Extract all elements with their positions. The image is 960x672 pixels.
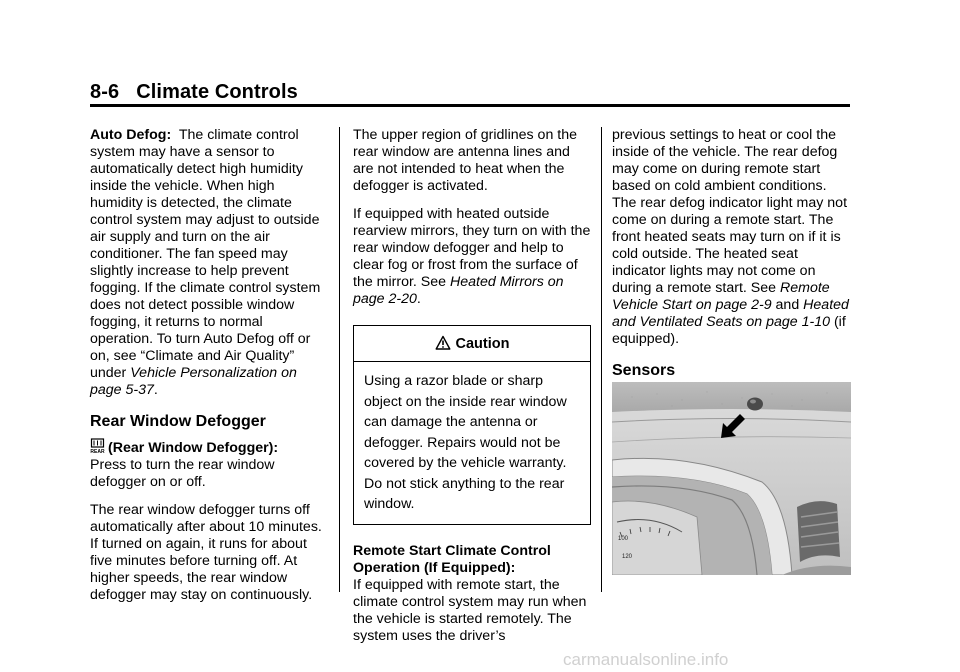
- gauge-label: 100: [618, 536, 629, 542]
- auto-defog-label: Auto Defog:: [90, 127, 172, 143]
- mirrors-paragraph: [353, 206, 591, 308]
- column-divider: [601, 127, 602, 592]
- caution-title: Caution: [455, 336, 510, 352]
- defog-press-text: Press to turn the rear window defogger on or off.: [90, 457, 275, 490]
- remote-start-text: If equipped with remote start, the climate control system may run when the vehicle is started remotely. The system uses the driver’s: [353, 576, 587, 644]
- auto-defog-paragraph: [90, 127, 325, 399]
- column-divider: [339, 127, 340, 592]
- remote-start-continued-paragraph: [612, 127, 852, 348]
- page-header: [90, 81, 850, 104]
- mirrors-reference[interactable]: Heated Mirrors on page 2-20: [353, 274, 564, 307]
- gridlines-paragraph: The upper region of gridlines on the rear window are antenna lines and are not intended to heat when the defogger is activated.: [353, 127, 577, 194]
- sensor-photo: [612, 382, 851, 575]
- warning-icon: [435, 335, 451, 351]
- column-1: [90, 127, 325, 615]
- remote-start-reference[interactable]: Remote Vehicle Start on page 2-9: [612, 280, 830, 313]
- rear-defog-icon: [90, 438, 105, 454]
- sensors-heading: Sensors: [612, 362, 676, 379]
- heated-seats-reference[interactable]: Heated and Ventilated Seats on page 1-10: [612, 297, 849, 330]
- punctuation: .: [153, 382, 158, 398]
- watermark: carmanualsonline.info: [563, 650, 729, 669]
- rear-window-defogger-heading: Rear Window Defogger: [90, 413, 266, 430]
- mirrors-text: If equipped with heated outside rearview mirrors, they turn on with the rear window defogger and help to clear fog or frost from the surface of the mirror. See: [353, 206, 591, 290]
- svg-text:REAR: REAR: [90, 449, 105, 454]
- caution-box: [353, 325, 591, 525]
- punctuation: .: [416, 291, 421, 307]
- continued-text: previous settings to heat or cool the inside of the vehicle. The rear defog may come on during remote start based on cold ambient conditions. The rear defog indicator light may not come on during a remote start. The front heated seats may turn on if it is cold outside. The heated seat indicator lights may not come on during a remote start. See: [612, 127, 848, 296]
- header-rule: [90, 104, 850, 107]
- column-2: [353, 127, 591, 656]
- defog-label: (Rear Window Defogger):: [108, 440, 279, 456]
- page-number: 8-6: [90, 81, 120, 103]
- section-title: Climate Controls: [136, 81, 298, 103]
- remote-start-paragraph: [353, 543, 591, 645]
- column-3: [612, 127, 852, 387]
- caution-text: Using a razor blade or sharp object on the inside rear window can damage the antenna or defogger. Repairs would not be covered by the vehicle warranty. Do not stick anything to the rear window.: [364, 373, 567, 512]
- auto-defog-reference[interactable]: Vehicle Personalization on page 5-37: [90, 365, 297, 398]
- defog-auto-paragraph: The rear window defogger turns off automatically after about 10 minutes. If turned on again, it runs for about five minutes before turning off. At higher speeds, the rear window defogger may stay on continuously.: [90, 502, 322, 603]
- remote-start-heading: Remote Start Climate Control Operation (If Equipped):: [353, 542, 551, 576]
- caution-header: [354, 326, 590, 362]
- conjunction: and: [775, 297, 800, 313]
- defog-button-paragraph: [90, 438, 325, 491]
- gauge-label: 120: [622, 554, 633, 560]
- trailing-text: (if equipped).: [612, 314, 846, 347]
- auto-defog-text: The climate control system may have a sensor to automatically detect high humidity inside the vehicle. When high humidity is detected, the climate control system may adjust to outside air supply and turn on the air conditioner. The fan speed may slightly increase to help prevent fogging. If the climate control system does not detect possible window fogging, it returns to normal operation. To turn Auto Defog off or on, see “Climate and Air Quality” under: [90, 127, 321, 381]
